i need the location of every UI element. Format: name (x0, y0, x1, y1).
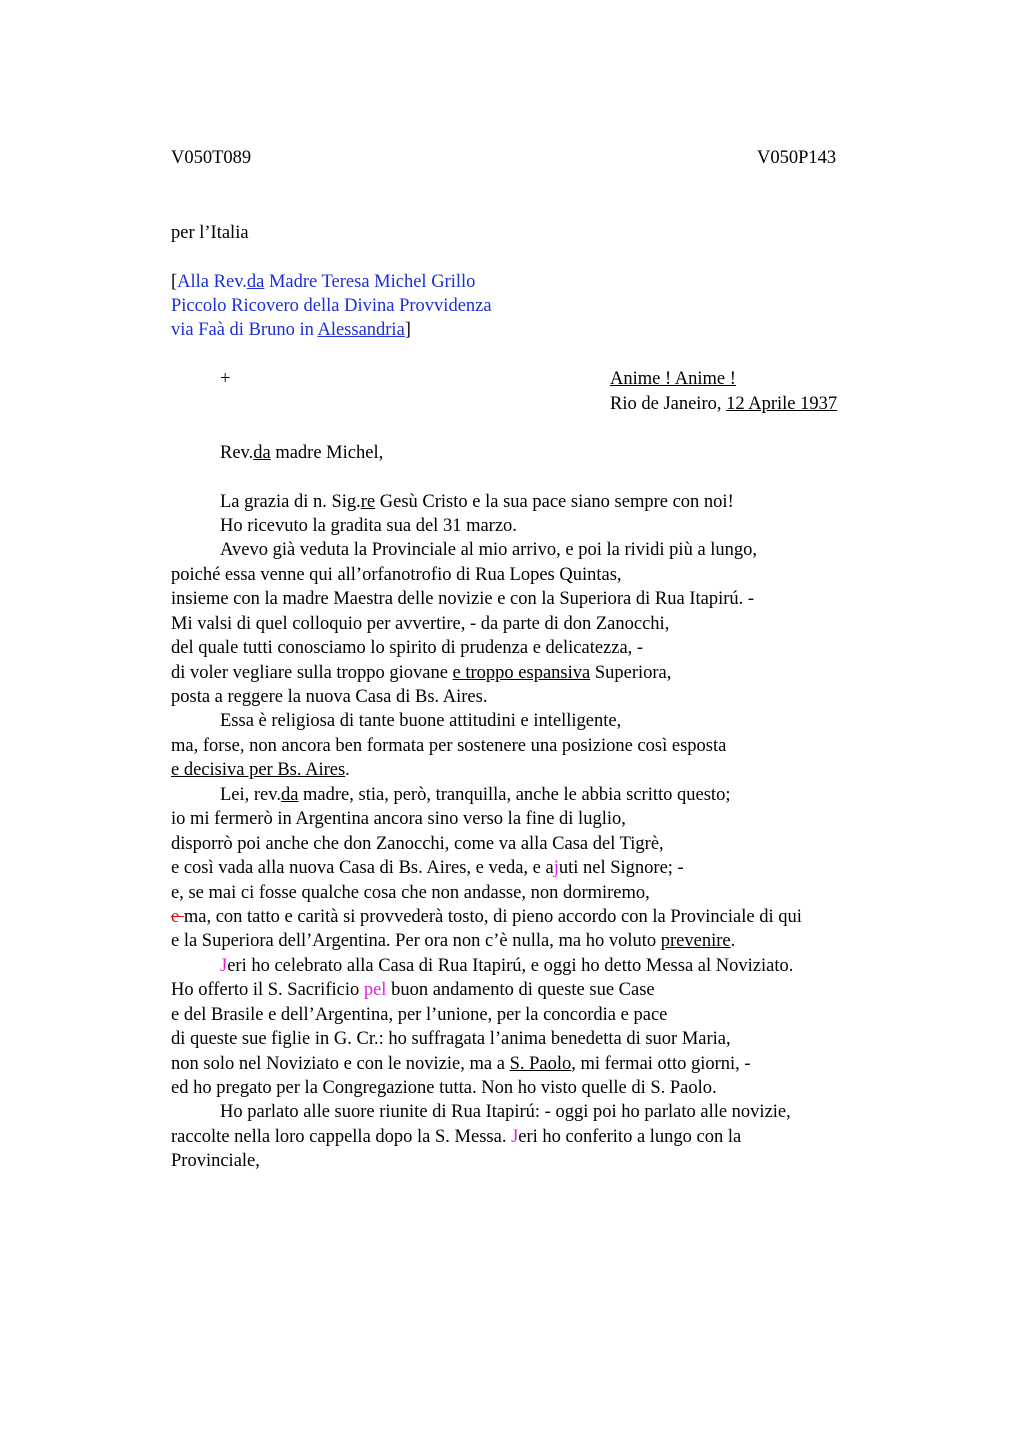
body-line: Mi valsi di quel colloquio per avvertire, - da parte di don Zanocchi, (171, 614, 670, 634)
document-code-right: V050P143 (757, 148, 837, 168)
address-line-1: [Alla Rev.da Madre Teresa Michel Grillo (171, 272, 476, 292)
body-line: Provinciale, (171, 1151, 260, 1171)
body-line: disporrò poi anche che don Zanocchi, come va alla Casa del Tigrè, (171, 834, 664, 854)
cross-symbol: + (220, 369, 231, 389)
document-code-left: V050T089 (171, 148, 252, 168)
address-line-2: Piccolo Ricovero della Divina Provvidenza (171, 296, 492, 316)
body-line: del quale tutti conosciamo lo spirito di prudenza e delicatezza, - (171, 638, 644, 658)
body-line: e, se mai ci fosse qualche cosa che non andasse, non dormiremo, (171, 883, 650, 903)
address-line-3: via Faà di Bruno in Alessandria] (171, 320, 411, 340)
body-line: Essa è religiosa di tante buone attitudini e intelligente, (220, 711, 622, 731)
body-line: Avevo già veduta la Provinciale al mio arrivo, e poi la rividi più a lungo, (220, 540, 758, 560)
body-line: non solo nel Noviziato e con le novizie, ma a S. Paolo, mi fermai otto giorni, - (171, 1054, 751, 1074)
body-line: e del Brasile e dell’Argentina, per l’unione, per la concordia e pace (171, 1005, 668, 1025)
body-line: Ho offerto il S. Sacrificio pel buon andamento di queste sue Case (171, 980, 655, 1000)
body-line: Ho parlato alle suore riunite di Rua Itapirú: - oggi poi ho parlato alle novizie, (220, 1102, 791, 1122)
body-line: Ho ricevuto la gradita sua del 31 marzo. (220, 516, 517, 536)
body-line: di queste sue figlie in G. Cr.: ho suffragata l’anima benedetta di suor Maria, (171, 1029, 731, 1049)
body-line: poiché essa venne qui all’orfanotrofio di Rua Lopes Quintas, (171, 565, 622, 585)
body-line: e ma, con tatto e carità si provvederà tosto, di pieno accordo con la Provinciale di qui (171, 907, 802, 927)
body-line: io mi fermerò in Argentina ancora sino verso la fine di luglio, (171, 809, 626, 829)
body-line: di voler vegliare sulla troppo giovane e troppo espansiva Superiora, (171, 663, 672, 683)
body-line: posta a reggere la nuova Casa di Bs. Aires. (171, 687, 488, 707)
body-line: La grazia di n. Sig.re Gesù Cristo e la sua pace siano sempre con noi! (220, 492, 734, 512)
body-line: e così vada alla nuova Casa di Bs. Aires, e veda, e ajuti nel Signore; - (171, 858, 684, 878)
body-line: Lei, rev.da madre, stia, però, tranquilla, anche le abbia scritto questo; (220, 785, 731, 805)
body-line: raccolte nella loro cappella dopo la S. Messa. Jeri ho conferito a lungo con la (171, 1127, 742, 1147)
motto: Anime ! Anime ! (610, 369, 736, 389)
dateline: Rio de Janeiro, 12 Aprile 1937 (610, 394, 838, 414)
body-line: ma, forse, non ancora ben formata per sostenere una posizione così esposta (171, 736, 727, 756)
body-line: e la Superiora dell’Argentina. Per ora non c’è nulla, ma ho voluto prevenire. (171, 931, 736, 951)
destination-line: per l’Italia (171, 223, 249, 243)
body-line: Jeri ho celebrato alla Casa di Rua Itapirú, e oggi ho detto Messa al Noviziato. (220, 956, 794, 976)
body-line: ed ho pregato per la Congregazione tutta. Non ho visto quelle di S. Paolo. (171, 1078, 717, 1098)
body-line: e decisiva per Bs. Aires. (171, 760, 350, 780)
body-line: insieme con la madre Maestra delle novizie e con la Superiora di Rua Itapirú. - (171, 589, 755, 609)
salutation: Rev.da madre Michel, (220, 443, 384, 463)
